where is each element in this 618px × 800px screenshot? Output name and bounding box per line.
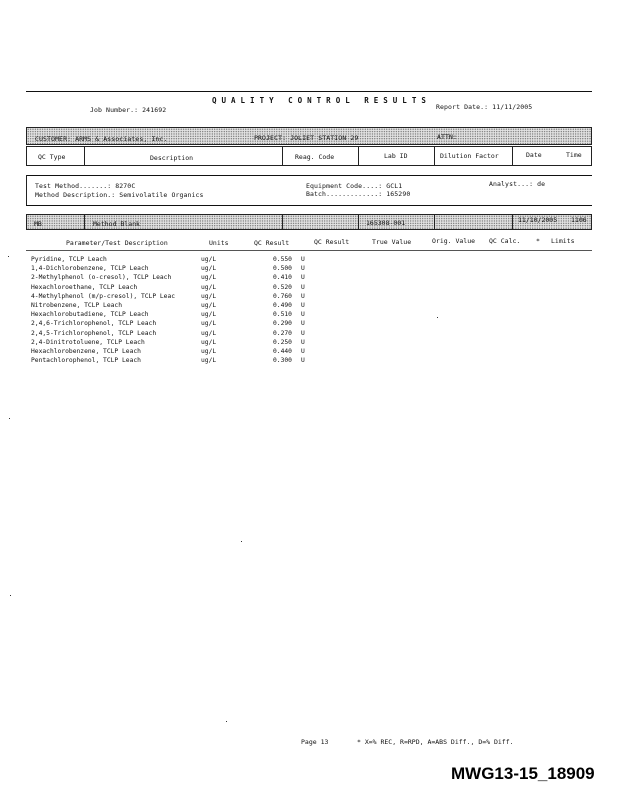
result-flag: U bbox=[301, 302, 305, 309]
hdr-true-value: True Value bbox=[372, 238, 412, 246]
qc-record-time: 1106 bbox=[571, 216, 587, 224]
result-units: ug/L bbox=[201, 348, 217, 355]
result-value: 0.500 bbox=[273, 265, 292, 273]
result-value: 0.760 bbox=[273, 292, 292, 300]
legend: * X=% REC, R=RPD, A=ABS Diff., D=% Diff. bbox=[357, 738, 514, 746]
result-param: 2,4,6-Trichlorophenol, TCLP Leach bbox=[31, 320, 157, 328]
table-row bbox=[0, 330, 618, 339]
result-value: 0.490 bbox=[273, 302, 292, 309]
result-flag: U bbox=[301, 311, 305, 319]
col-date: Date bbox=[526, 151, 542, 159]
result-flag: U bbox=[301, 357, 305, 365]
result-param: 2,4,5-Trichlorophenol, TCLP Leach bbox=[31, 329, 157, 337]
method-left-rule bbox=[26, 175, 27, 205]
result-units: ug/L bbox=[201, 311, 217, 319]
hdr-limits: Limits bbox=[551, 237, 575, 245]
result-flag: U bbox=[301, 320, 305, 328]
hdr-units: Units bbox=[209, 239, 229, 247]
result-param: Hexachloroethane, TCLP Leach bbox=[31, 283, 138, 291]
table-row bbox=[0, 284, 618, 293]
hdr-qc-result-2: QC Result bbox=[314, 238, 350, 246]
result-units: ug/L bbox=[201, 283, 217, 291]
hdr-qc-calc: QC Calc. bbox=[489, 237, 521, 245]
scan-speck bbox=[226, 721, 227, 722]
result-units: ug/L bbox=[201, 274, 217, 282]
attn-label: ATTN: bbox=[437, 133, 458, 141]
test-method: Test Method.......: 8270C bbox=[35, 182, 136, 190]
result-units: ug/L bbox=[201, 320, 217, 328]
report-title: QUALITY CONTROL RESULTS bbox=[212, 96, 431, 105]
col-reag-code: Reag. Code bbox=[295, 153, 335, 161]
result-param: Hexachlorobutadiene, TCLP Leach bbox=[31, 311, 149, 319]
table-row bbox=[0, 339, 618, 348]
result-units: ug/L bbox=[201, 329, 217, 337]
qc-record-lab-id: 165308-001 bbox=[366, 219, 406, 227]
divider bbox=[512, 214, 513, 230]
result-value: 0.290 bbox=[273, 320, 292, 328]
result-flag: U bbox=[301, 274, 305, 282]
result-param: 2-Methylphenol (o-cresol), TCLP Leach bbox=[31, 274, 172, 282]
result-units: ug/L bbox=[201, 265, 217, 273]
table-row bbox=[0, 265, 618, 274]
result-value: 0.270 bbox=[273, 329, 292, 337]
divider bbox=[84, 214, 85, 230]
batch-number: Batch.............: 165290 bbox=[306, 190, 411, 198]
method-bottom-rule bbox=[26, 205, 592, 206]
divider bbox=[358, 214, 359, 230]
col-lab-id: Lab ID bbox=[384, 152, 408, 160]
customer-name: CUSTOMER: ARMS & Associates, Inc. bbox=[35, 135, 168, 143]
result-units: ug/L bbox=[201, 302, 217, 309]
divider bbox=[434, 214, 435, 230]
divider bbox=[434, 146, 435, 166]
qc-record-description: Method Blank bbox=[93, 220, 140, 228]
method-description: Method Description.: Semivolatile Organics bbox=[35, 191, 204, 199]
table-row bbox=[0, 357, 618, 366]
result-units: ug/L bbox=[201, 256, 217, 263]
table-row bbox=[0, 311, 618, 320]
hdr-star: * bbox=[536, 237, 540, 245]
page-number: Page 13 bbox=[301, 738, 329, 746]
hdr-qc-result: QC Result bbox=[254, 239, 290, 247]
result-param: Hexachlorobenzene, TCLP Leach bbox=[31, 348, 141, 355]
col-qc-type: QC Type bbox=[38, 153, 66, 161]
result-value: 0.300 bbox=[273, 357, 292, 365]
scan-speck bbox=[241, 541, 242, 542]
result-flag: U bbox=[301, 283, 305, 291]
result-param: Pyridine, TCLP Leach bbox=[31, 256, 107, 263]
result-value: 0.410 bbox=[273, 274, 292, 282]
scan-speck bbox=[9, 418, 10, 419]
table-row bbox=[0, 348, 618, 357]
divider bbox=[282, 214, 283, 230]
scan-speck bbox=[437, 317, 438, 318]
result-value: 0.440 bbox=[273, 348, 292, 355]
results-header-rule bbox=[26, 250, 592, 251]
divider bbox=[84, 146, 85, 166]
result-param: 4-Methylphenol (m/p-cresol), TCLP Leac bbox=[31, 292, 176, 300]
top-rule bbox=[26, 91, 592, 92]
result-units: ug/L bbox=[201, 292, 217, 300]
table-row bbox=[0, 274, 618, 283]
scan-speck bbox=[10, 595, 11, 596]
hdr-orig-value: Orig. Value bbox=[432, 237, 476, 245]
col-time: Time bbox=[566, 151, 582, 159]
analyst: Analyst...: de bbox=[489, 180, 546, 188]
divider bbox=[358, 146, 359, 166]
result-param: Pentachlorophenol, TCLP Leach bbox=[31, 357, 141, 365]
result-flag: U bbox=[301, 256, 305, 263]
result-flag: U bbox=[301, 265, 305, 273]
table-row bbox=[0, 293, 618, 302]
result-flag: U bbox=[301, 338, 305, 346]
divider bbox=[512, 146, 513, 166]
table-row bbox=[0, 302, 618, 311]
col-dilution-factor: Dilution Factor bbox=[440, 152, 499, 160]
equipment-code: Equipment Code....: GCL1 bbox=[306, 182, 403, 190]
result-units: ug/L bbox=[201, 357, 217, 365]
result-param: Nitrobenzene, TCLP Leach bbox=[31, 302, 122, 309]
project-name: PROJECT: JOLIET STATION 29 bbox=[254, 134, 359, 142]
result-flag: U bbox=[301, 348, 305, 355]
result-value: 0.250 bbox=[273, 338, 292, 346]
report-date: Report Date.: 11/11/2005 bbox=[436, 103, 533, 111]
result-param: 1,4-Dichlorobenzene, TCLP Leach bbox=[31, 265, 149, 273]
table-row bbox=[0, 320, 618, 329]
col-description: Description bbox=[150, 154, 194, 162]
scan-speck bbox=[8, 256, 9, 257]
document-id: MWG13-15_18909 bbox=[451, 764, 595, 783]
method-top-rule bbox=[26, 175, 592, 176]
job-number: Job Number.: 241692 bbox=[90, 106, 167, 114]
table-row bbox=[0, 256, 618, 265]
divider bbox=[282, 146, 283, 166]
hdr-parameter: Parameter/Test Description bbox=[66, 239, 168, 247]
qc-record-date: 11/10/2005 bbox=[518, 216, 558, 224]
result-units: ug/L bbox=[201, 338, 217, 346]
result-value: 0.520 bbox=[273, 283, 292, 291]
result-value: 0.510 bbox=[273, 311, 292, 319]
result-param: 2,4-Dinitrotoluene, TCLP Leach bbox=[31, 338, 145, 346]
result-flag: U bbox=[301, 329, 305, 337]
result-flag: U bbox=[301, 292, 305, 300]
result-value: 0.550 bbox=[273, 256, 292, 263]
qc-record-type: MB bbox=[34, 220, 42, 228]
